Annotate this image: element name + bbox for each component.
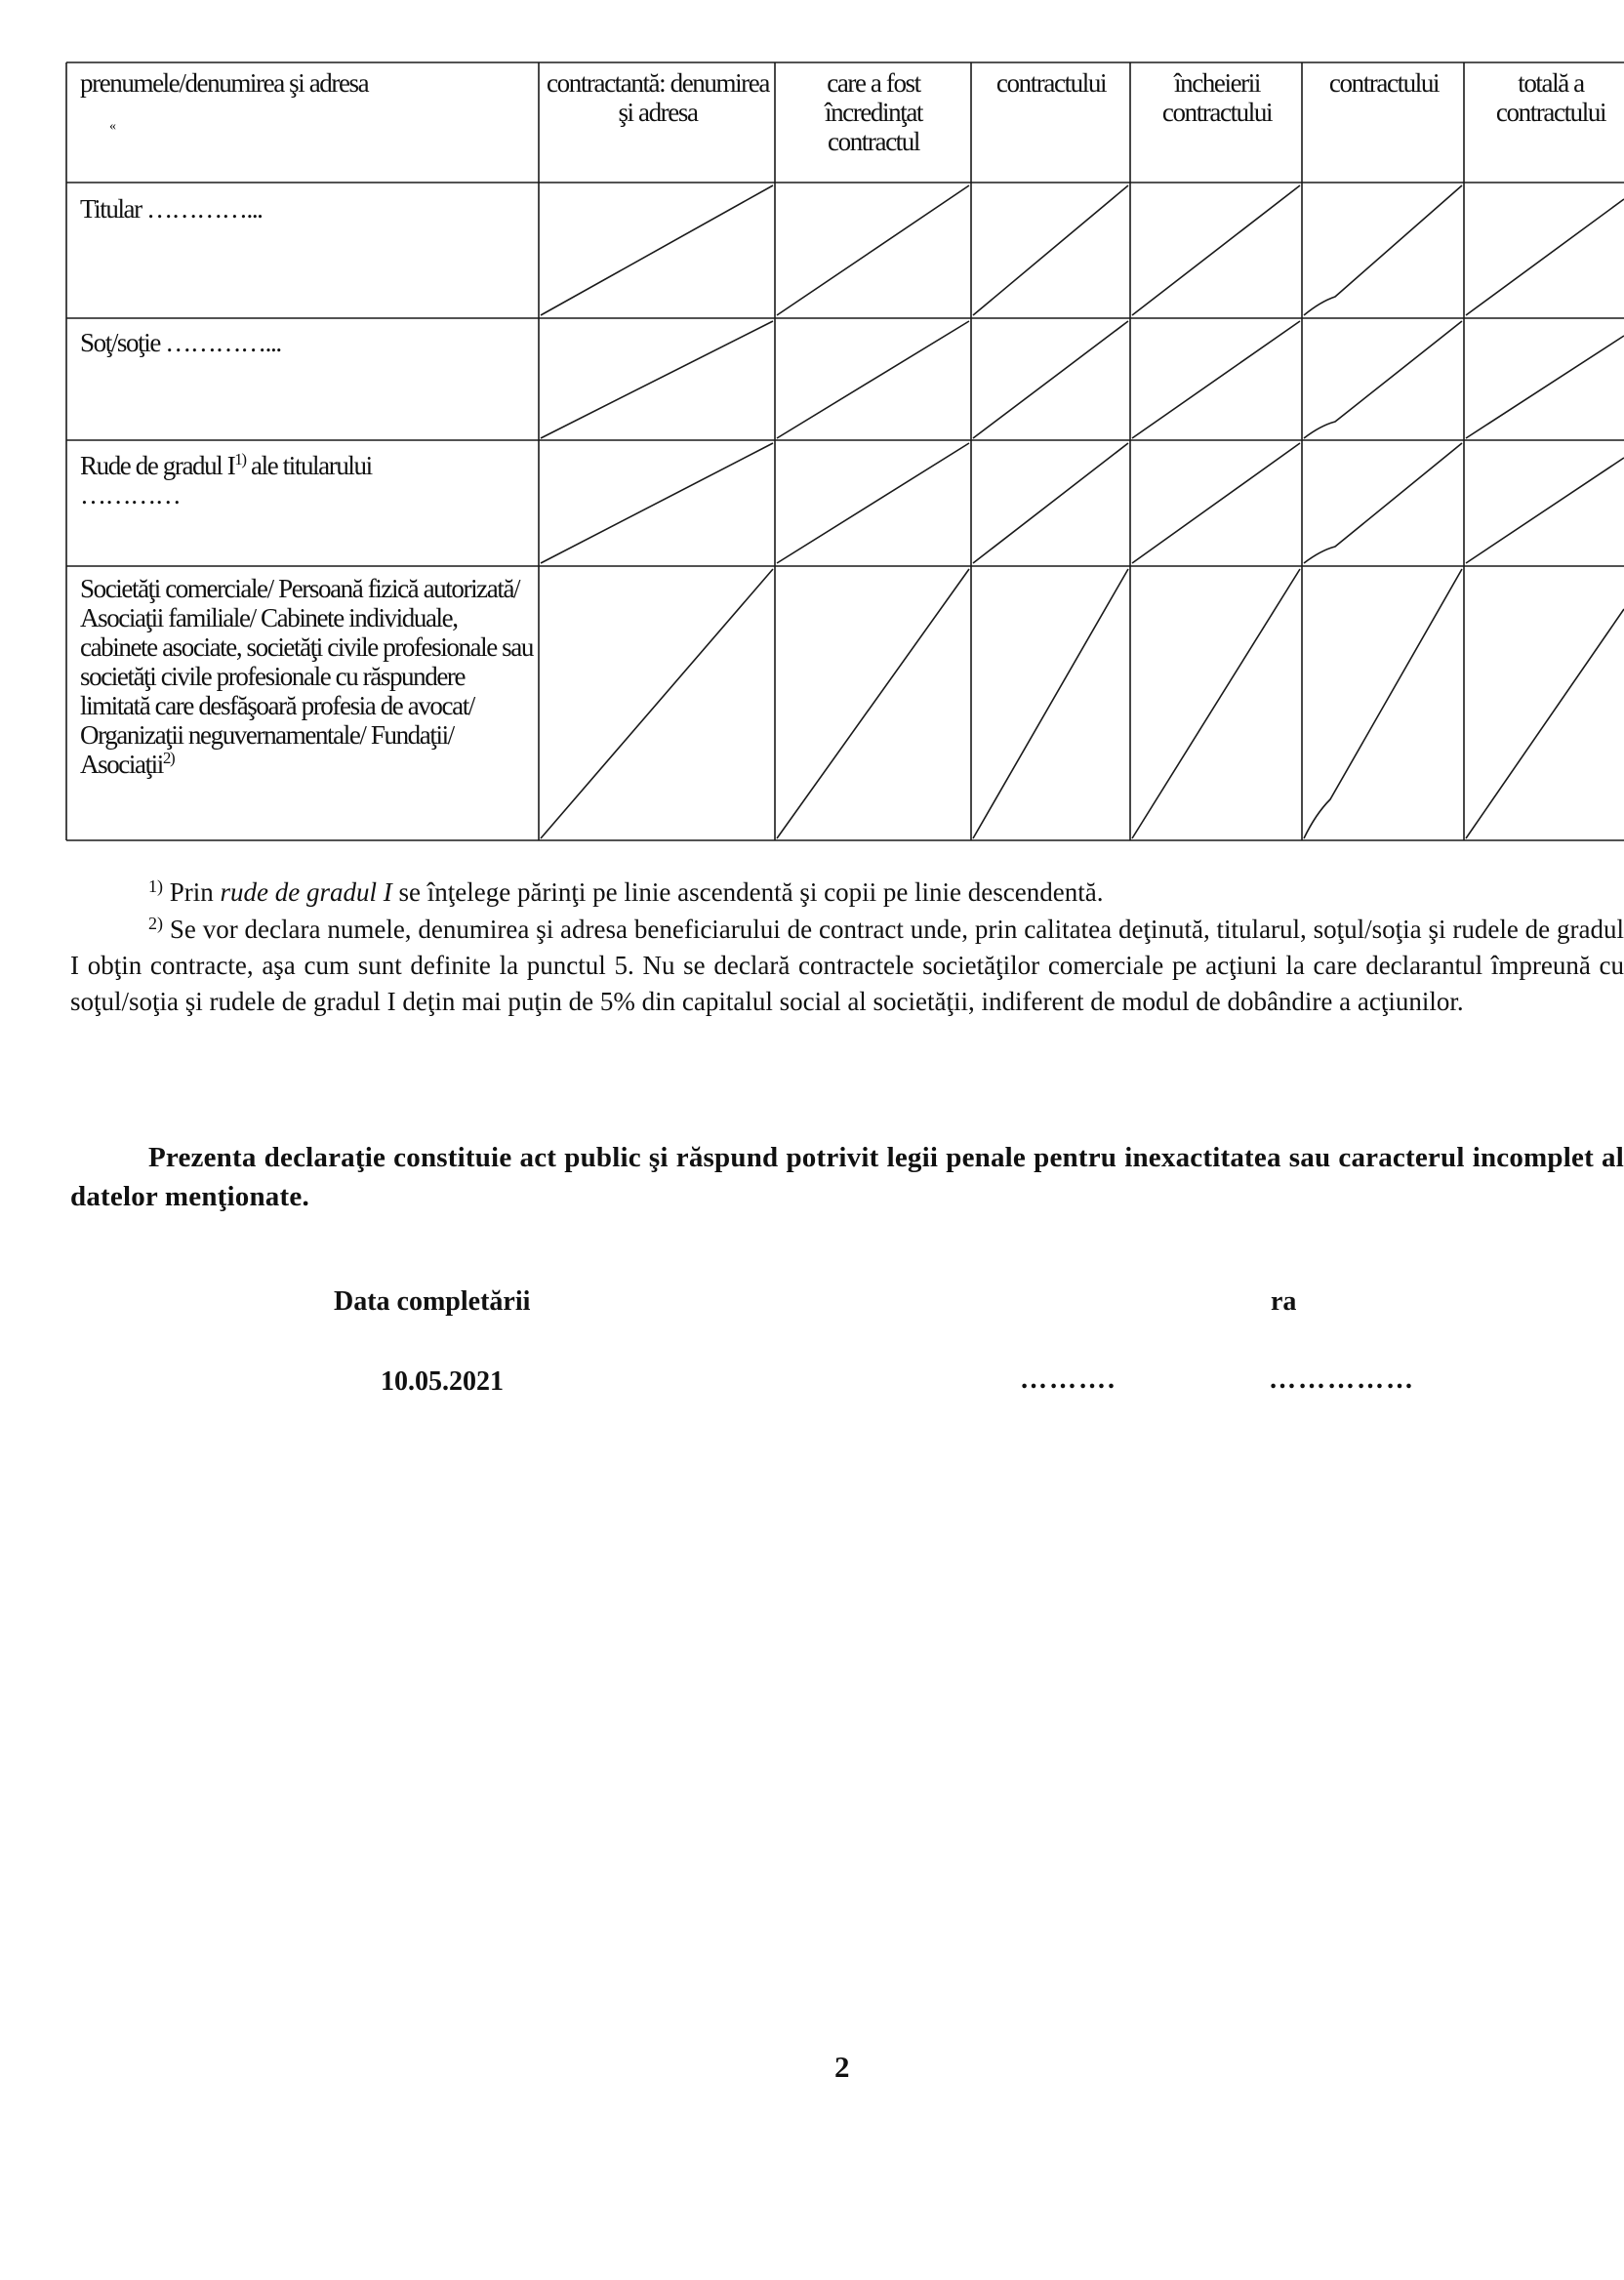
header-col-conclusion-date: încheierii contractului xyxy=(1161,68,1273,127)
date-label: Data completării xyxy=(334,1286,531,1317)
header-col-total-value: totală a contractului xyxy=(1495,68,1606,127)
header-stray-mark: « xyxy=(109,119,116,134)
row-label-relatives-dots: ………… xyxy=(80,480,181,509)
footnote-2: $^{2)}$ Se vor declara numele, denumirea şi adresa beneficiarului de contract unde, prin calitatea deţinută, titularul, soţul/soţia şi rudele de gradul I obţin contracte, aşa cum sunt definite la punctul 5. Nu se declară contractele societăţilor comerciale pe acţiuni la care declarantul împreună cu soţul/soţia şi rudele de gradul I deţin mai puţin de 5% din capitalul social al societăţii, indiferent de modul de dobândire a acţiunilor. xyxy=(70,914,1624,1016)
legal-statement: Prezenta declaraţie constituie act public şi răspund potrivit legii penale pentru inexactitatea sau caracterul incomplet al datelor menţionate. xyxy=(70,1142,1624,1212)
signature-dots-right: …………… xyxy=(1269,1364,1415,1395)
footnote-1: $^{1)}$ Prin rude de gradul I se înţelege părinţi pe linie ascendentă şi copii pe linie descendentă. xyxy=(148,876,1104,907)
signature-label: ra xyxy=(1271,1286,1297,1317)
header-col-contracting-authority: contractantă: denumirea şi adresa xyxy=(547,68,769,127)
row-label-relatives: Rude de gradul $I^{1)}$ ale titularului ………… xyxy=(80,450,372,509)
row-label-companies: Societăţi comerciale/ Persoană fizică autorizată/ Asociaţii familiale/ Cabinete individuale, cabinete asociate, societăţi civile profesionale sau societăţi civile profesionale cu răspundere limitată care desfăşoară profesia de avocat/ Organizaţii neguvernamentale/ Fundaţii/ Asociaţii$^{2)}$ xyxy=(80,574,533,779)
page-number: 2 xyxy=(834,2050,850,2084)
contracts-table xyxy=(66,62,1624,840)
header-col-name: prenumele/denumirea şi adresa xyxy=(80,68,369,98)
header-col-contract-type: contractului xyxy=(995,68,1107,98)
date-value: 10.05.2021 xyxy=(381,1366,504,1397)
signature-dots-left: ………. xyxy=(1020,1364,1116,1395)
header-col-duration: contractului xyxy=(1328,68,1440,98)
header-col-procedure: care a fost încredinţat contractul xyxy=(824,68,923,156)
row-label-titular: Titular …………... xyxy=(80,194,263,224)
row-label-spouse: Soţ/soţie …………... xyxy=(80,328,281,357)
